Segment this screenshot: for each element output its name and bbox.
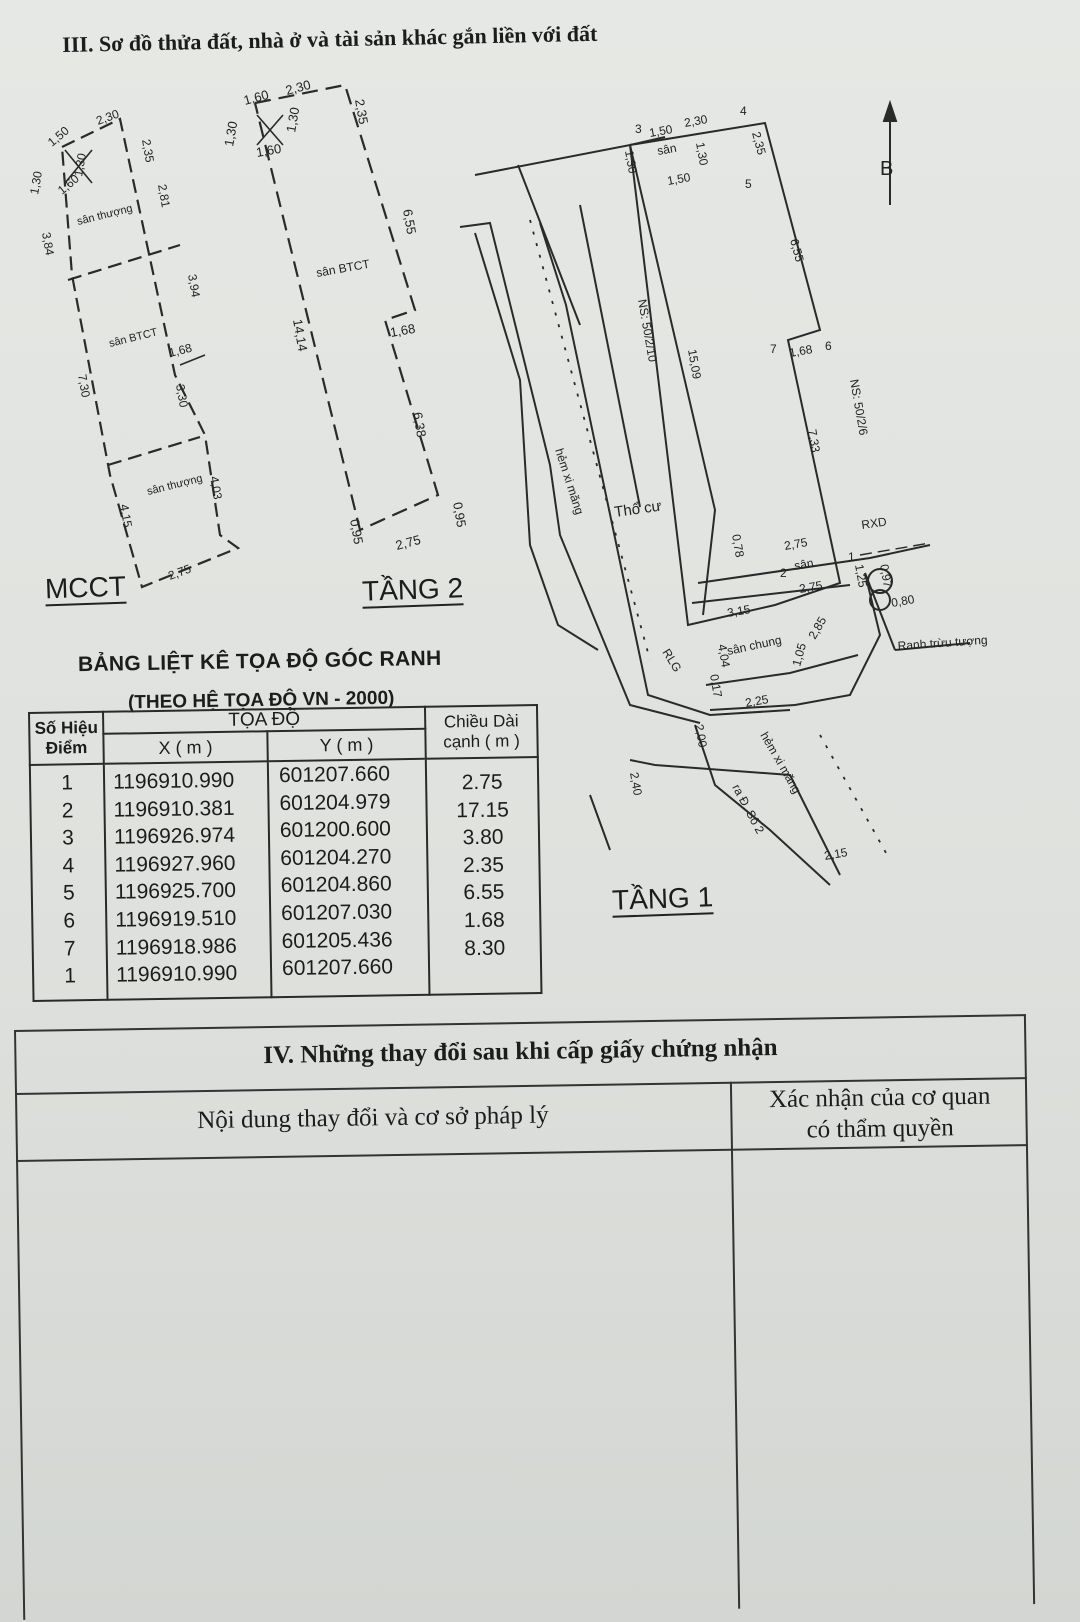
dim-label: 15,09 xyxy=(685,348,705,381)
table-cell: 3 xyxy=(61,826,75,850)
road-label: ra Đ. Số 2 xyxy=(729,781,768,837)
line-label: RLG xyxy=(659,646,685,675)
dim-label: 1,68 xyxy=(167,340,194,360)
table-cell: 601205.436 xyxy=(281,927,393,953)
table-cell: 601204.860 xyxy=(280,872,392,898)
table-cell: 5 xyxy=(62,881,75,905)
point-label: 3 xyxy=(635,122,642,136)
area-label: sân thượng xyxy=(75,202,134,228)
point-label: 4 xyxy=(740,104,747,118)
table-cell: 7 xyxy=(63,936,76,961)
road-label: hẻm xi măng xyxy=(757,729,804,796)
area-label: sân chung xyxy=(725,632,783,658)
table-cell: 17.15 xyxy=(456,798,510,822)
neighbor-label: NS: 50/2/6 xyxy=(847,378,871,437)
table-cell: 1196927.960 xyxy=(114,851,236,877)
dim-label: 2,75 xyxy=(783,535,809,553)
tang2-floor-plan xyxy=(221,75,475,575)
header-y: Y ( m ) xyxy=(267,729,425,761)
dim-label: 3,30 xyxy=(173,383,191,409)
point-label: 6 xyxy=(825,339,832,353)
tang1-label: TẦNG 1 xyxy=(611,881,714,916)
table-cell: 6 xyxy=(63,909,76,933)
table-cell: 2 xyxy=(61,798,74,823)
dim-label: 1,50 xyxy=(666,170,692,188)
dim-label: 2,35 xyxy=(139,138,157,164)
dim-label: 1,30 xyxy=(283,105,303,134)
dim-label: 3,94 xyxy=(185,273,203,299)
dim-label: 1,60 xyxy=(54,171,82,198)
table-cell: 601204.979 xyxy=(279,789,391,815)
point-label: 7 xyxy=(770,342,777,356)
dim-label: 4,15 xyxy=(117,503,135,529)
dim-label: 6,55 xyxy=(787,237,807,264)
header-point: Số Hiệu Điểm xyxy=(29,712,104,765)
table-cell: 6.55 xyxy=(463,880,505,905)
dim-label: 2,75 xyxy=(393,531,423,553)
table-cell: 2.35 xyxy=(462,853,505,877)
table-cell: 1 xyxy=(61,771,74,795)
dim-label: 0,17 xyxy=(707,673,725,699)
area-label: sân xyxy=(656,140,678,158)
dim-label: 7,33 xyxy=(805,428,823,454)
dim-label: 4,04 xyxy=(715,643,733,669)
mcct-label: MCCT xyxy=(44,570,127,605)
area-label: sân BTCT xyxy=(315,256,371,280)
point-label: 1 xyxy=(848,550,855,564)
dim-label: 2,75 xyxy=(798,578,824,596)
neighbor-label: NS: 50/2/10 xyxy=(635,298,660,363)
dim-label: 2,25 xyxy=(744,692,770,710)
dim-label: 2,85 xyxy=(805,614,830,642)
table-cell xyxy=(430,961,540,990)
dim-label: 4,03 xyxy=(207,475,225,501)
table-cell: 601200.600 xyxy=(279,817,392,843)
header-coords: TỌA ĐỘ xyxy=(103,707,425,734)
table-cell: 1196910.990 xyxy=(112,768,235,794)
dim-label: 6,55 xyxy=(400,207,420,236)
dim-label: 14,14 xyxy=(290,317,311,353)
section-iii-title: III. Sơ đồ thửa đất, nhà ở và tài sản khác gắn liền với đất xyxy=(62,20,598,57)
dim-label: 1,68 xyxy=(388,320,417,340)
dim-label: 2,30 xyxy=(283,76,313,98)
changes-content-header: Nội dung thay đổi và cơ sở pháp lý xyxy=(197,1101,549,1135)
area-label: sân xyxy=(793,555,815,573)
dim-label: 2,81 xyxy=(155,183,173,209)
dim-label: 1,60 xyxy=(254,140,283,160)
table-cell: 601204.270 xyxy=(280,845,392,870)
table-cell: 4 xyxy=(62,854,75,878)
coord-table xyxy=(28,704,542,1002)
dim-label: 1,30 xyxy=(622,149,640,175)
dim-label: 2,40 xyxy=(627,771,645,797)
dim-label: 2,30 xyxy=(94,106,121,128)
dim-label: 2,30 xyxy=(683,112,709,130)
table-cell: 1 xyxy=(64,964,77,988)
dim-label: 0,95 xyxy=(347,517,367,546)
table-cell: 1196919.510 xyxy=(115,906,237,932)
table-cell: 3.80 xyxy=(462,825,504,850)
dim-label: 3,15 xyxy=(726,602,752,620)
dim-label: 0,78 xyxy=(729,533,747,559)
dim-label: 2,35 xyxy=(352,97,372,126)
dim-label: 1,30 xyxy=(71,152,90,178)
area-label: Thổ cư xyxy=(613,497,663,521)
dim-label: 1,30 xyxy=(693,141,711,167)
dim-label: 2,35 xyxy=(749,130,769,157)
table-cell: 1196918.986 xyxy=(115,934,237,960)
area-label: sân BTCT xyxy=(107,326,159,350)
dim-label: 0,97 xyxy=(877,563,895,589)
dim-label: 1,60 xyxy=(241,86,271,108)
line-label: RXD xyxy=(860,514,888,532)
table-cell: 601207.030 xyxy=(281,900,393,926)
dim-label: 1,50 xyxy=(44,123,72,150)
authority-confirmation-header: Xác nhận của cơ quan có thẩm quyền xyxy=(768,1082,991,1144)
header-x: X ( m ) xyxy=(103,731,267,764)
table-cell: 1196910.990 xyxy=(115,961,238,987)
point-label: 2 xyxy=(780,566,787,580)
dim-label: 3,84 xyxy=(39,231,57,257)
table-cell: 8.30 xyxy=(464,936,506,960)
dim-label: 2,75 xyxy=(166,561,193,583)
table-cell: 2.75 xyxy=(461,770,503,795)
dim-label: 1,68 xyxy=(788,342,814,360)
line-label: Ranh trừu tượng xyxy=(897,632,988,653)
coord-table-title: BẢNG LIỆT KÊ TỌA ĐỘ GÓC RANH xyxy=(77,646,442,677)
point-label: 5 xyxy=(745,177,752,191)
coord-table-subtitle: (THEO HỆ TỌA ĐỘ VN - 2000) xyxy=(127,687,395,714)
table-cell: 601207.660 xyxy=(281,955,394,981)
table-cell: 1196925.700 xyxy=(114,879,237,905)
dim-label: 2,00 xyxy=(692,723,710,749)
header-length: Chiều Dài cạnh ( m ) xyxy=(425,705,538,759)
dim-label: 1,30 xyxy=(221,119,241,148)
table-cell: 1196926.974 xyxy=(113,823,236,849)
mcct-floor-plan xyxy=(20,95,250,615)
north-label: B xyxy=(880,158,894,180)
dim-label: 6,38 xyxy=(410,410,430,439)
section-iv-title: IV. Những thay đổi sau khi cấp giấy chứng nhận xyxy=(262,1034,778,1070)
dim-label: 1,50 xyxy=(648,122,674,140)
section-iv-changes xyxy=(14,1014,1035,1620)
tang1-site-plan xyxy=(470,95,1030,915)
area-label: sân thượng xyxy=(145,472,204,498)
dim-label: 0,95 xyxy=(450,500,470,529)
dim-label: 1,25 xyxy=(852,563,870,589)
dim-label: 0,80 xyxy=(890,592,916,610)
dim-label: 2,15 xyxy=(823,845,849,863)
road-label: hẻm xi măng xyxy=(552,446,587,517)
table-cell: 601207.660 xyxy=(278,762,391,788)
table-cell: 1196910.381 xyxy=(113,796,235,822)
dim-label: 7,30 xyxy=(75,373,93,399)
dim-label: 1,05 xyxy=(789,641,809,668)
dim-label: 1,30 xyxy=(27,170,46,196)
table-cell: 1.68 xyxy=(463,908,505,933)
tang2-label: TẦNG 2 xyxy=(361,572,464,607)
